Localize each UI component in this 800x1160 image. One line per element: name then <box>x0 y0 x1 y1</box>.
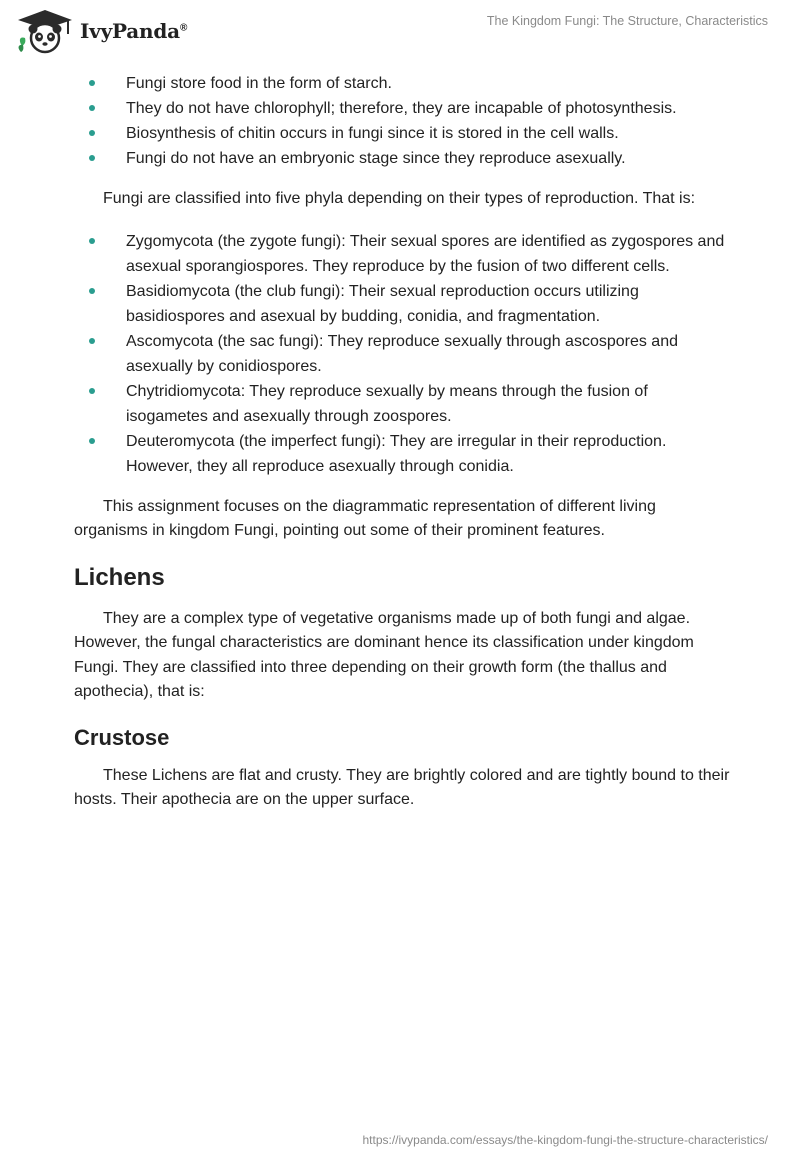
heading-lichens: Lichens <box>74 563 165 591</box>
list-item: Zygomycota (the zygote fungi): Their sexual spores are identified as zygospores and asexual sporangiospores. They reproduce by the fusion of two different cells. <box>74 229 730 279</box>
list-item: Chytridiomycota: They reproduce sexually by means through the fusion of isogametes and asexually through zoospores. <box>74 379 730 429</box>
list-item: Basidiomycota (the club fungi): Their sexual reproduction occurs utilizing basidiospores and asexual by budding, conidia, and fragmentation. <box>74 279 730 329</box>
bullet-icon <box>89 130 95 136</box>
source-url[interactable]: https://ivypanda.com/essays/the-kingdom-fungi-the-structure-characteristics/ <box>362 1133 768 1147</box>
phyla-list <box>74 229 730 479</box>
bullet-icon <box>89 80 95 86</box>
bullet-icon <box>89 388 95 394</box>
list-item: Deuteromycota (the imperfect fungi): They are irregular in their reproduction. However, they all reproduce asexually through conidia. <box>74 429 730 479</box>
bullet-icon <box>89 238 95 244</box>
bullet-icon <box>89 438 95 444</box>
bullet-icon <box>89 105 95 111</box>
paragraph-assignment-focus: This assignment focuses on the diagrammatic representation of different living organisms in kingdom Fungi, pointing out some of their prominent features. <box>74 497 656 539</box>
panda-graduate-icon <box>16 8 74 54</box>
paragraph-lichens: They are a complex type of vegetative organisms made up of both fungi and algae. However, the fungal characteristics are dominant hence its classification under kingdom Fungi. They are classified into three depending on their growth form (the thallus and apothecia), that is: <box>74 609 694 700</box>
list-item: Biosynthesis of chitin occurs in fungi since it is stored in the cell walls. <box>74 121 730 146</box>
list-item: Fungi store food in the form of starch. <box>74 71 730 96</box>
essay-content <box>74 71 730 813</box>
list-item: Ascomycota (the sac fungi): They reproduce sexually through ascospores and asexually by conidiospores. <box>74 329 730 379</box>
brand-name: IvyPanda® <box>80 19 188 43</box>
bullet-icon <box>89 288 95 294</box>
heading-crustose: Crustose <box>74 724 170 750</box>
page-header <box>0 0 800 64</box>
paragraph-phyla-intro: Fungi are classified into five phyla depending on their types of reproduction. That is: <box>103 190 696 207</box>
bullet-icon <box>89 155 95 161</box>
paragraph-crustose: These Lichens are flat and crusty. They are brightly colored and are tightly bound to their hosts. Their apothecia are on the upper surface. <box>74 766 730 808</box>
list-item: They do not have chlorophyll; therefore, they are incapable of photosynthesis. <box>74 96 730 121</box>
characteristics-list <box>74 71 730 171</box>
bullet-icon <box>89 338 95 344</box>
ivypanda-logo[interactable] <box>16 8 187 54</box>
list-item: Fungi do not have an embryonic stage since they reproduce asexually. <box>74 146 730 171</box>
document-title: The Kingdom Fungi: The Structure, Characteristics <box>486 14 768 28</box>
